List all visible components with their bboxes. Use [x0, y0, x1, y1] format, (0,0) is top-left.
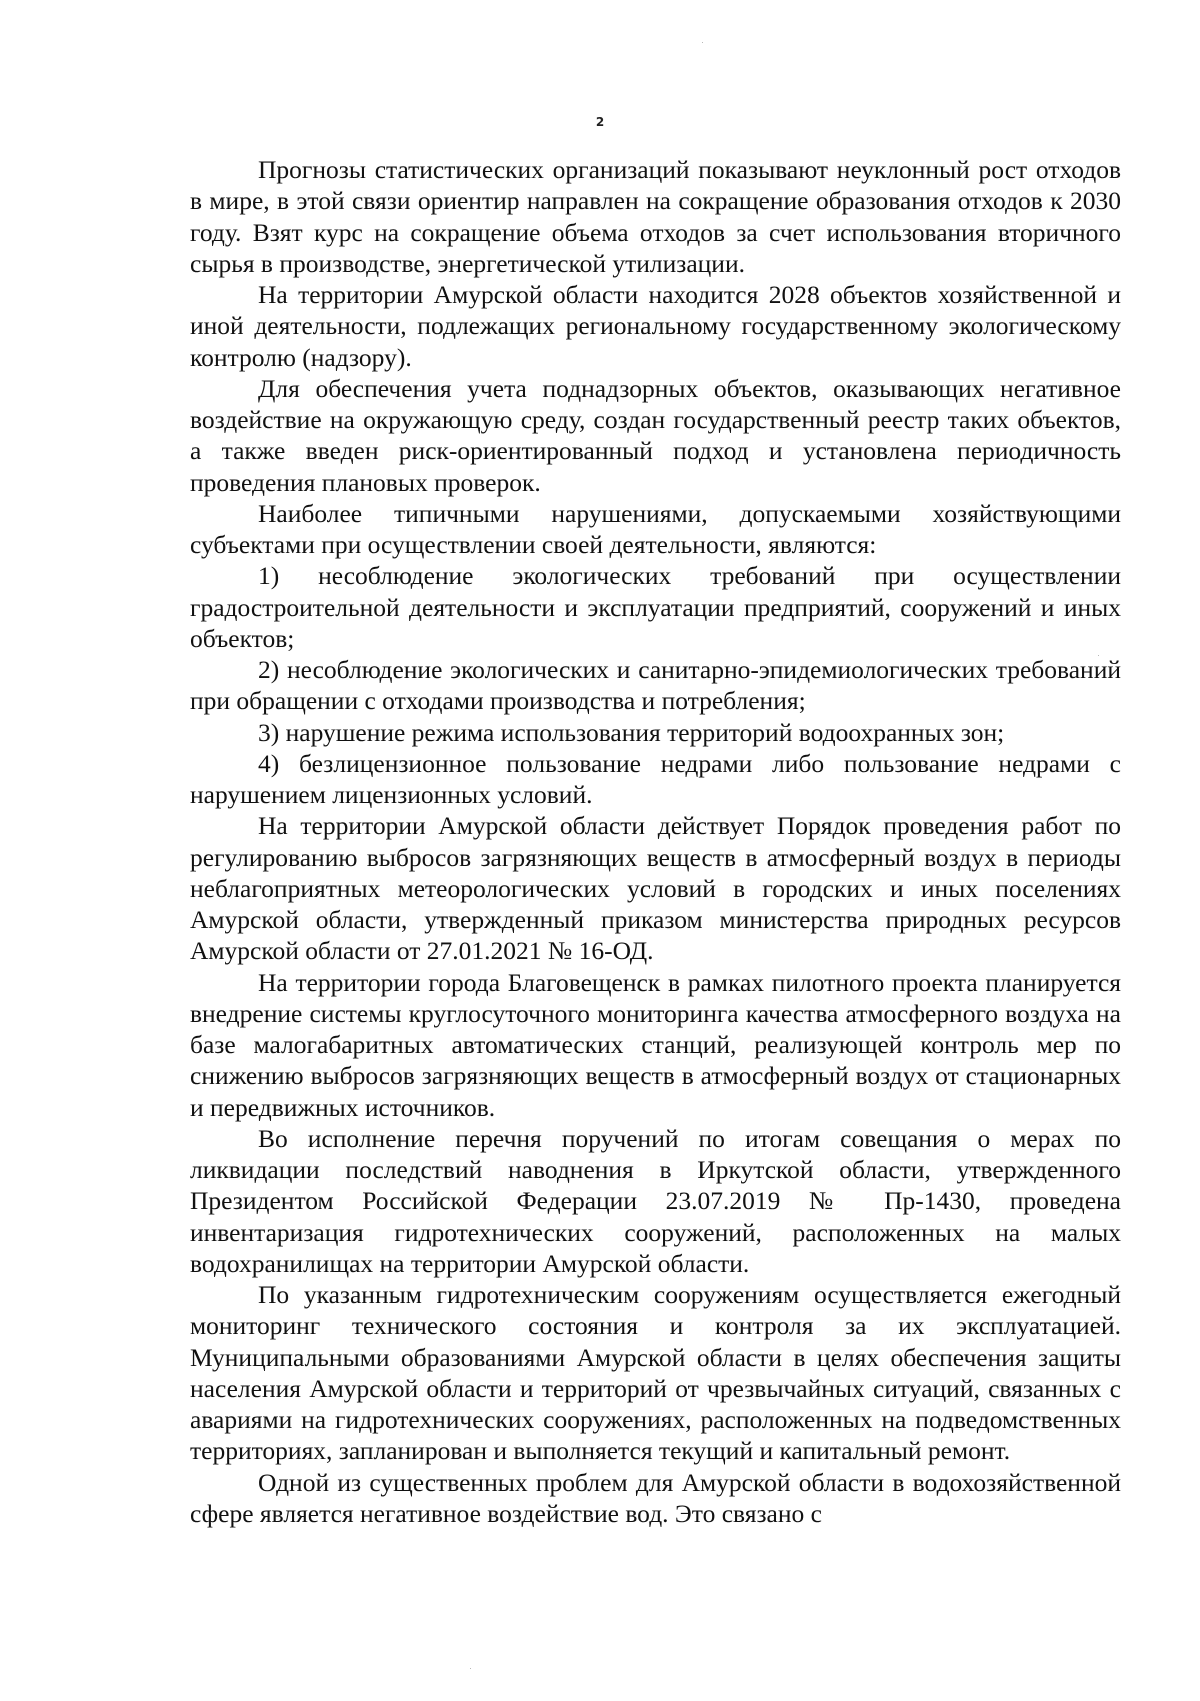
paragraph: Наиболее типичными нарушениями, допускаемыми хозяйствующими субъектами при осуществлении своей деятельности, являются:: [190, 498, 1121, 559]
paragraph: На территории Амурской области находится 2028 объектов хозяйственной и иной деятельности, подлежащих региональному государственному экологическому контролю (надзору).: [190, 280, 1121, 372]
paragraph: Одной из существенных проблем для Амурской области в водохозяйственной сфере является негативное воздействие вод. Это связано с: [190, 1467, 1121, 1528]
paragraph: На территории Амурской области действует Порядок проведения работ по регулированию выбросов загрязняющих веществ в атмосферный воздух в периоды неблагоприятных метеорологических условий в городских и иных поселениях Амурской области, утвержденный приказом министерства природных ресурсов Амурской области от 27.01.2021 № 16-ОД.: [190, 811, 1121, 966]
scan-speck: [702, 42, 703, 43]
scan-speck: [470, 1668, 471, 1669]
paragraph: Во исполнение перечня поручений по итогам совещания о мерах по ликвидации последствий наводнения в Иркутской области, утвержденного Президентом Российской Федерации 23.07.2019 № Пр-1430, проведена инвентаризация гидротехнических сооружений, расположенных на малых водохранилищах на территории Амурской области.: [190, 1123, 1121, 1278]
list-item: 3) нарушение режима использования территорий водоохранных зон;: [258, 717, 1005, 747]
paragraph: На территории города Благовещенск в рамках пилотного проекта планируется внедрение системы круглосуточного мониторинга качества атмосферного воздуха на базе малогабаритных автоматических станций, реализующей контроль мер по снижению выбросов загрязняющих веществ в атмосферный воздух от стационарных и передвижных источников.: [190, 967, 1121, 1122]
list-item: 1) несоблюдение экологических требований при осуществлении градостроительной деятельности и эксплуатации предприятий, сооружений и иных объектов;: [190, 561, 1121, 653]
paragraph: Для обеспечения учета поднадзорных объектов, оказывающих негативное воздействие на окружающую среду, создан государственный реестр таких объектов, а также введен риск-ориентированный подход и установлена периодичность проведения плановых проверок.: [190, 373, 1121, 497]
page-number: 2: [595, 115, 605, 129]
list-item: 4) безлицензионное пользование недрами либо пользование недрами с нарушением лицензионных условий.: [190, 748, 1121, 809]
paragraph: По указанным гидротехническим сооружениям осуществляется ежегодный мониторинг технического состояния и контроля за их эксплуатацией. Муниципальными образованиями Амурской области в целях обеспечения защиты населения Амурской области и территорий от чрезвычайных ситуаций, связанных с авариями на гидротехнических сооружениях, расположенных на подведомственных территориях, запланирован и выполняется текущий и капитальный ремонт.: [190, 1280, 1121, 1466]
paragraph: Прогнозы статистических организаций показывают неуклонный рост отходов в мире, в этой связи ориентир направлен на сокращение образования отходов к 2030 году. Взят курс на сокращение объема отходов за счет использования вторичного сырья в производстве, энергетической утилизации.: [190, 155, 1121, 278]
document-body: [190, 154, 1121, 1529]
list-item: 2) несоблюдение экологических и санитарно-эпидемиологических требований при обращении с отходами производства и потребления;: [190, 655, 1121, 716]
